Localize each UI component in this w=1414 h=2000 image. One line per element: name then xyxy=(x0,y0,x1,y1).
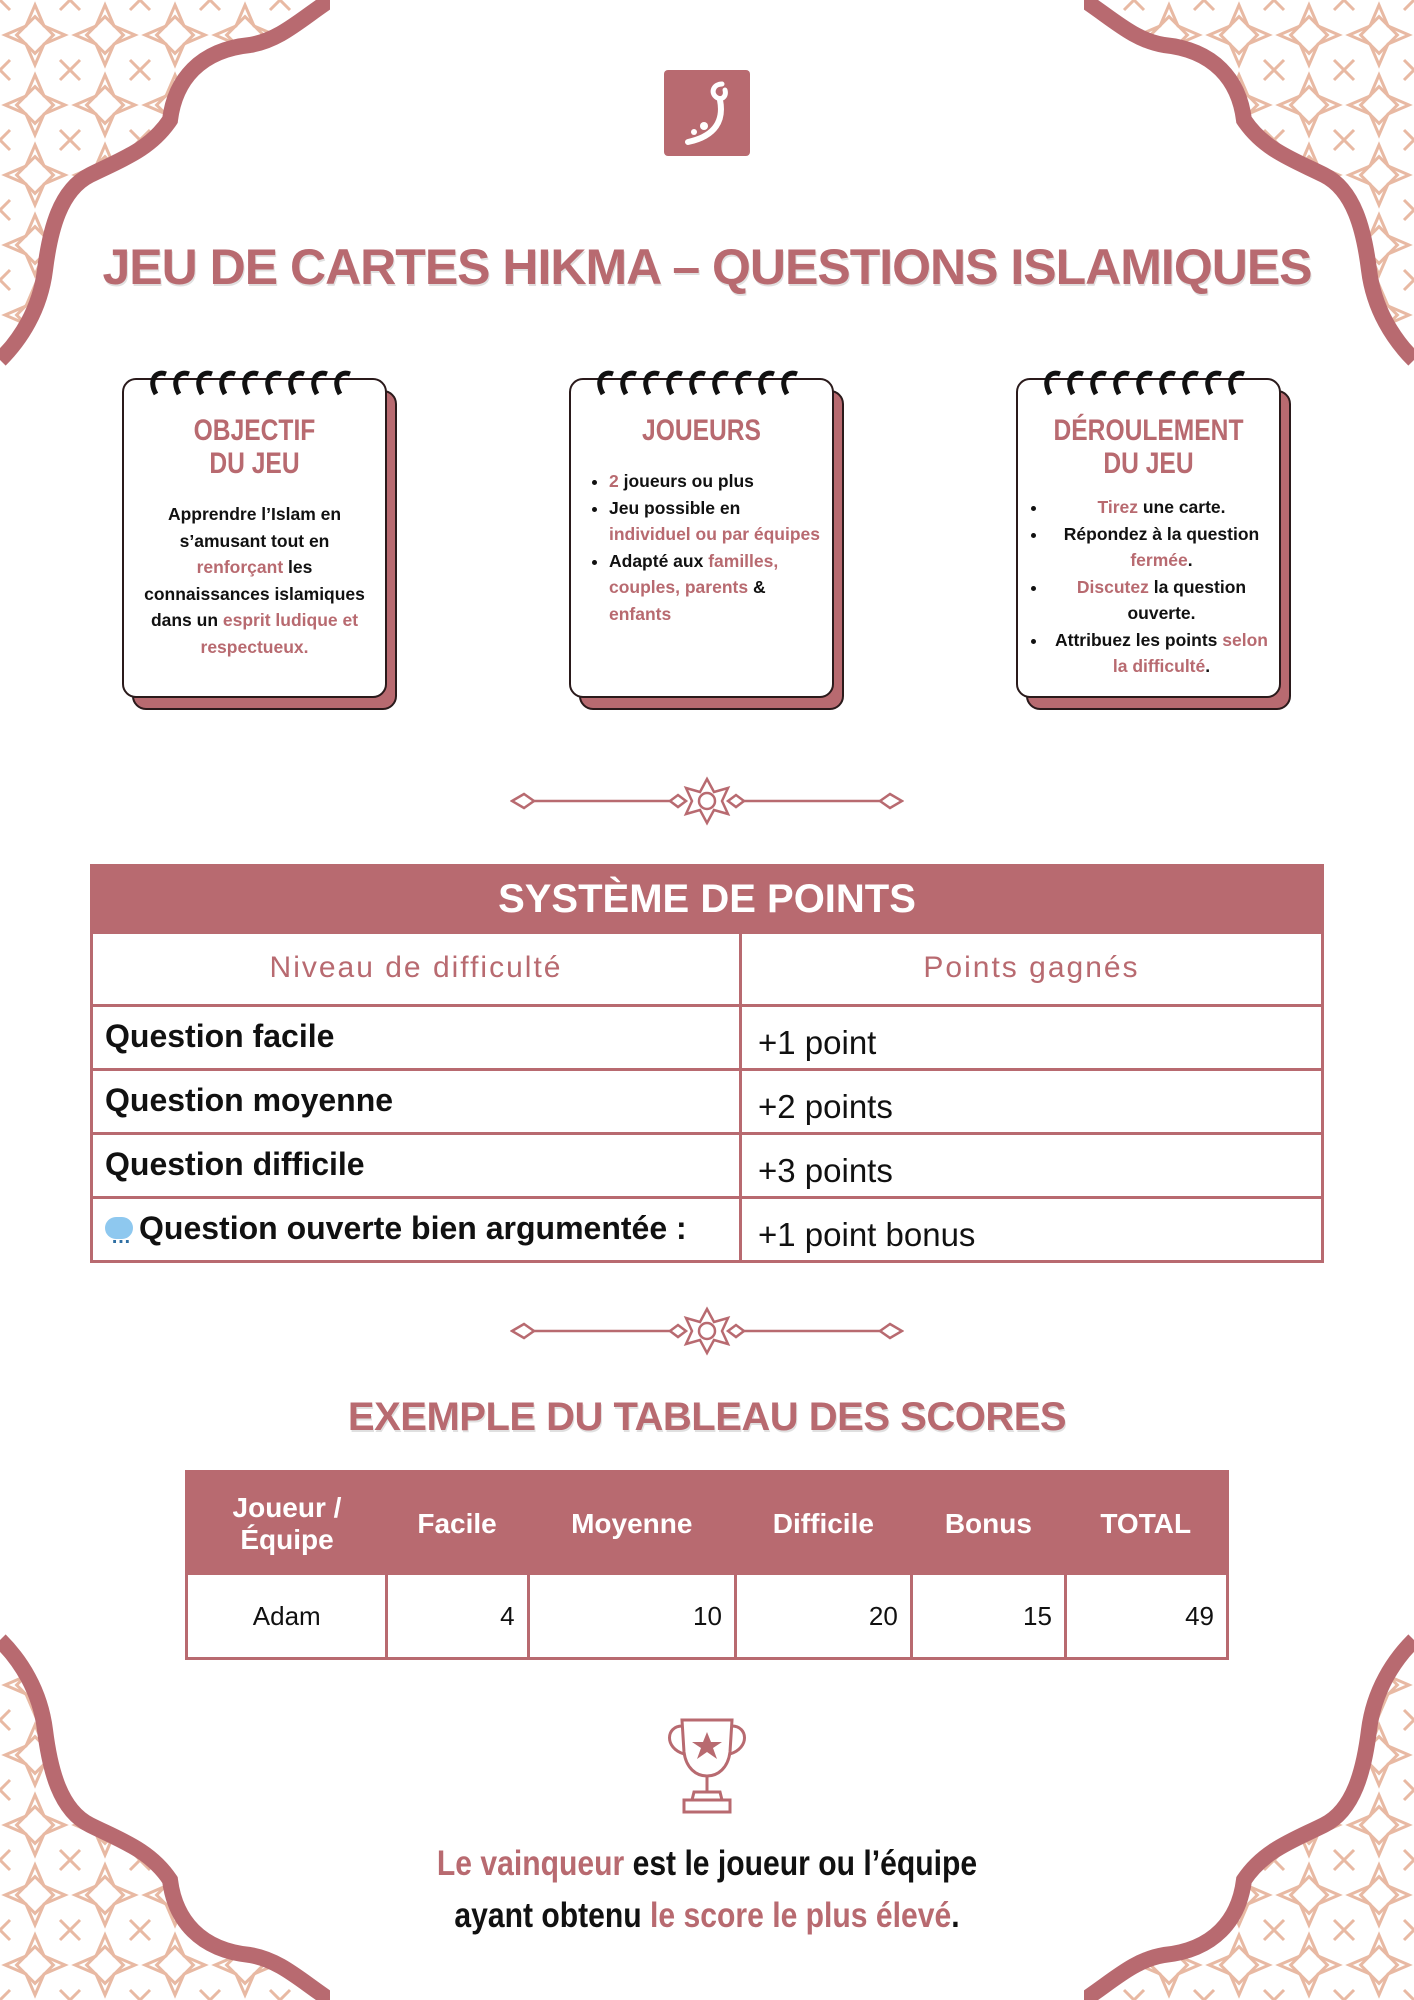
corner-ornament-top-right xyxy=(1084,0,1414,400)
list-item: • 2 joueurs ou plus xyxy=(609,468,820,495)
column-header-points: Points gagnés xyxy=(923,951,1140,984)
card-body xyxy=(1026,494,1275,680)
list-item: • Répondez à la question fermée. xyxy=(1048,521,1275,574)
column-header: TOTAL xyxy=(1065,1472,1227,1576)
list-item: • Attribuez les points selon la difficulté. xyxy=(1048,627,1275,680)
spiral-binding-icon xyxy=(591,364,801,398)
card-title: OBJECTIF DU JEU xyxy=(193,414,316,480)
column-header: Moyenne xyxy=(528,1472,735,1576)
column-header: Joueur / Équipe xyxy=(187,1472,387,1576)
card-deroulement xyxy=(1016,378,1281,698)
table-header-row xyxy=(187,1472,1228,1576)
spiral-binding-icon xyxy=(144,364,354,398)
column-header: Difficile xyxy=(735,1472,911,1576)
speech-bubble-icon xyxy=(105,1217,133,1239)
table-row: Question facile +1 point xyxy=(93,1004,1321,1068)
ornamental-divider xyxy=(510,1304,904,1358)
scores-table xyxy=(185,1470,1229,1660)
column-header: Facile xyxy=(386,1472,528,1576)
card-objectif xyxy=(122,378,387,698)
card-title: DÉROULEMENT DU JEU xyxy=(1053,414,1244,480)
calligraphy-logo-icon xyxy=(664,70,750,156)
points-table-title: SYSTÈME DE POINTS xyxy=(93,867,1321,931)
points-table xyxy=(90,864,1324,1263)
card-body: Apprendre l’Islam en s’amusant tout en renforçant les connaissances islamiques dans un esprit ludique et respectueux. xyxy=(144,504,365,657)
spiral-binding-icon xyxy=(1038,364,1248,398)
card-title: JOUEURS xyxy=(642,414,761,447)
list-item: • Discutez la question ouverte. xyxy=(1048,574,1275,627)
corner-ornament-top-left xyxy=(0,0,330,400)
list-item: • Jeu possible en individuel ou par équipes xyxy=(609,495,820,548)
table-row: Adam 4 10 20 15 49 xyxy=(187,1575,1228,1659)
scores-title: EXEMPLE DU TABLEAU DES SCORES xyxy=(347,1395,1067,1439)
trophy-icon xyxy=(660,1712,754,1816)
column-header: Bonus xyxy=(911,1472,1065,1576)
list-item: • Tirez une carte. xyxy=(1048,494,1275,521)
column-header-level: Niveau de difficulté xyxy=(93,934,742,1004)
winner-text: Le vainqueur est le joueur ou l’équipe ayant obtenu le score le plus élevé. xyxy=(436,1844,978,1935)
table-row: …Question ouverte bien argumentée : +1 point bonus xyxy=(93,1196,1321,1260)
list-item: • Adapté aux familles, couples, parents & enfants xyxy=(609,548,820,628)
card-body xyxy=(587,468,820,627)
card-joueurs xyxy=(569,378,834,698)
page-title: JEU DE CARTES HIKMA – QUESTIONS ISLAMIQUES xyxy=(102,239,1312,295)
table-row: Question difficile +3 points xyxy=(93,1132,1321,1196)
ornamental-divider xyxy=(510,774,904,828)
table-header-row xyxy=(93,931,1321,1004)
table-row: Question moyenne +2 points xyxy=(93,1068,1321,1132)
